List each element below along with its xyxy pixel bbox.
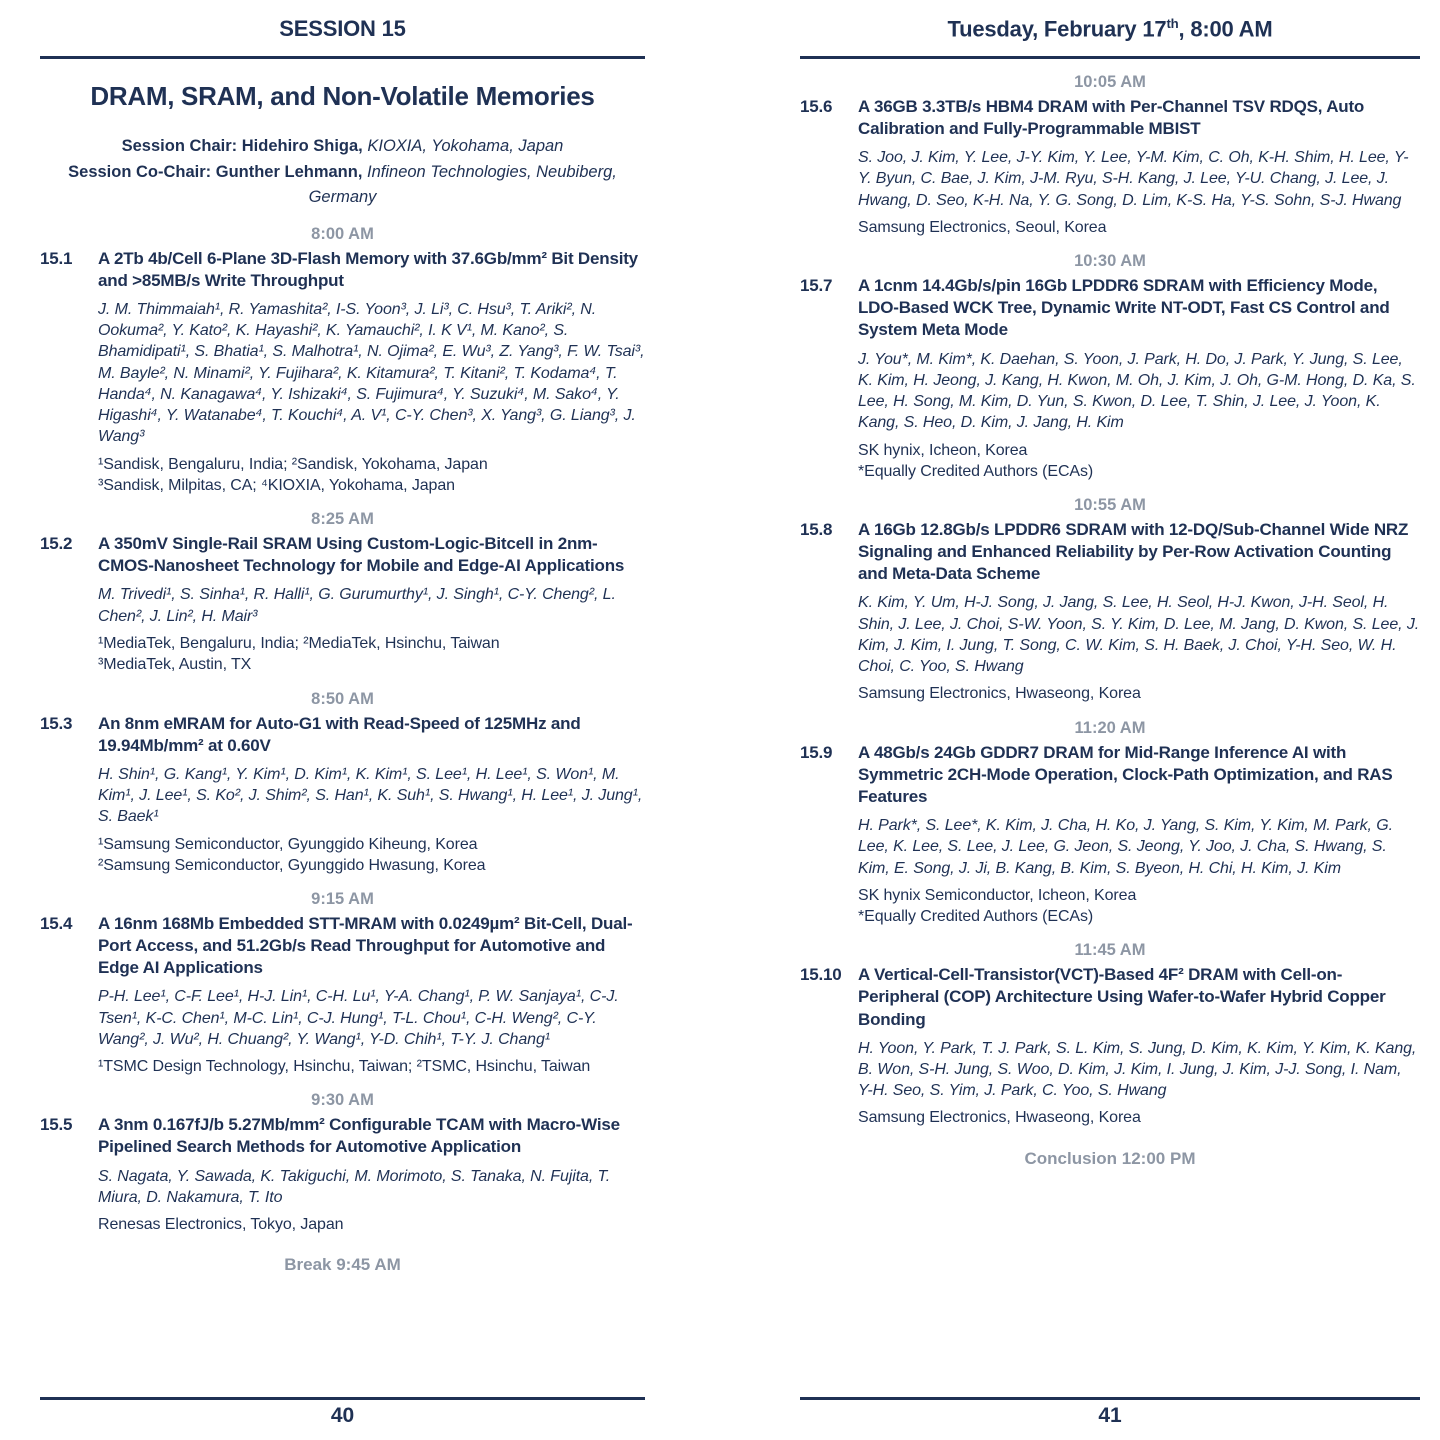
talk-time: 8:25 AM bbox=[311, 510, 374, 529]
affiliation-line: *Equally Credited Authors (ECAs) bbox=[858, 908, 1094, 926]
left-header-rule bbox=[40, 56, 645, 59]
talk-title: An 8nm eMRAM for Auto-G1 with Read-Speed of 125MHz and 19.94Mb/mm² at 0.60V bbox=[98, 713, 581, 755]
session-title: DRAM, SRAM, and Non-Volatile Memories bbox=[90, 81, 595, 111]
talk-body bbox=[858, 519, 1420, 705]
talk-affiliations bbox=[858, 440, 1420, 483]
talk-item bbox=[800, 496, 1420, 705]
talk-row bbox=[40, 713, 645, 877]
talk-item bbox=[40, 690, 645, 877]
talk-time: 8:50 AM bbox=[311, 689, 374, 708]
talk-number: 15.8 bbox=[800, 520, 833, 540]
talk-body bbox=[98, 533, 645, 675]
left-footer-rule bbox=[40, 1397, 645, 1400]
talk-authors: K. Kim, Y. Um, H-J. Song, J. Jang, S. Lee, H. Seol, H-J. Kwon, J-H. Seol, H. Shin, J. Lee, J. Choi, S-W. Yoon, S. Y. Kim, D. Lee, M. Jang, D. Kwon, S. Lee, J. Kim, J. Kim, I. Jung, T. Song, C. W. Kim, S. H. Baek, J. Choi, Y-H. Seo, W. H. Choi, C. Yoo, S. Hwang bbox=[858, 594, 1420, 676]
talk-affiliations bbox=[858, 1107, 1420, 1128]
talk-time: 9:30 AM bbox=[311, 1091, 374, 1110]
talk-item bbox=[800, 719, 1420, 928]
chair-affiliation: KIOXIA, Yokohama, Japan bbox=[367, 137, 564, 155]
talk-number: 15.5 bbox=[40, 1115, 73, 1135]
affiliation-line: Renesas Electronics, Tokyo, Japan bbox=[98, 1216, 344, 1234]
talk-row bbox=[800, 742, 1420, 928]
talk-row bbox=[40, 248, 645, 497]
talk-number: 15.7 bbox=[800, 276, 833, 296]
chair-line bbox=[40, 134, 645, 160]
co-chair-label: Session Co-Chair: Gunther Lehmann, bbox=[68, 162, 363, 181]
talk-body bbox=[858, 275, 1420, 482]
talk-row bbox=[40, 1114, 645, 1235]
talk-item bbox=[40, 1091, 645, 1235]
talk-number: 15.3 bbox=[40, 713, 73, 733]
talk-number: 15.1 bbox=[40, 248, 73, 268]
talk-body bbox=[98, 913, 645, 1077]
talk-number: 15.10 bbox=[800, 965, 842, 985]
talk-authors: P-H. Lee¹, C-F. Lee¹, H-J. Lin¹, C-H. Lu¹, Y-A. Chang¹, P. W. Sanjaya¹, C-J. Tsen¹, K-C. Chen¹, M-C. Lin¹, C-J. Hung¹, T-L. Chou¹, C-H. Weng², C-Y. Wang², J. Wu², H. Chuang², Y. Wang¹, Y-D. Chih¹, T-Y. J. Chang¹ bbox=[98, 988, 619, 1048]
talk-authors: S. Nagata, Y. Sawada, K. Takiguchi, M. Morimoto, S. Tanaka, N. Fujita, T. Miura, D. Nakamura, T. Ito bbox=[98, 1167, 611, 1206]
co-chair-affiliation: Infineon Technologies, Neubiberg, Germany bbox=[308, 162, 617, 207]
date-suffix: , 8:00 AM bbox=[1178, 16, 1273, 42]
affiliation-line: *Equally Credited Authors (ECAs) bbox=[858, 462, 1094, 480]
talk-title: A 3nm 0.167fJ/b 5.27Mb/mm² Configurable TCAM with Macro-Wise Pipelined Search Methods for Automotive Application bbox=[98, 1115, 620, 1157]
talk-row bbox=[800, 275, 1420, 482]
talk-authors: J. M. Thimmaiah¹, R. Yamashita², I-S. Yoon³, J. Li³, C. Hsu³, T. Ariki², N. Ookuma², Y. Kato², K. Hayashi², K. Yamauchi², I. K V¹, M. Kano², S. Bhamidipati¹, S. Bhatia¹, S. Malhotra¹, N. Ojima², E. Wu³, Z. Yang³, F. W. Tsai³, M. Bayle², N. Minami², Y. Fujihara², K. Kitamura², T. Kitani², T. Kodama⁴, T. Handa⁴, N. Kanagawa⁴, Y. Ishizaki⁴, S. Fujimura⁴, Y. Suzuki⁴, M. Sako⁴, Y. Higashi⁴, Y. Watanabe⁴, T. Kouchi⁴, A. V¹, C-Y. Chen³, X. Yang³, G. Liang³, J. Wang³ bbox=[98, 300, 645, 446]
talk-affiliations bbox=[98, 1214, 645, 1235]
talk-title: A 16nm 168Mb Embedded STT-MRAM with 0.0249µm² Bit-Cell, Dual-Port Access, and 51.2Gb/s Read Throughput for Automotive and Edge AI Applications bbox=[98, 914, 633, 978]
talk-authors: S. Joo, J. Kim, Y. Lee, J-Y. Kim, Y. Lee, Y-M. Kim, C. Oh, K-H. Shim, H. Lee, Y-Y. Byun, C. Bae, J. Kim, J-M. Ryu, S-H. Kang, J. Lee, Y-U. Chang, J. Lee, J. Hwang, D. Seo, K-H. Na, Y. G. Song, D. Lim, K-S. Ha, Y-S. Sohn, S-J. Hwang bbox=[858, 149, 1409, 209]
talk-affiliations bbox=[98, 633, 645, 676]
affiliation-line: SK hynix, Icheon, Korea bbox=[858, 441, 1028, 459]
talk-body bbox=[98, 248, 645, 497]
date-heading bbox=[800, 0, 1420, 50]
talk-row bbox=[40, 913, 645, 1077]
talk-affiliations bbox=[98, 834, 645, 877]
left-talk-list bbox=[40, 225, 645, 1236]
left-page-header bbox=[40, 0, 645, 211]
co-chair-line bbox=[40, 160, 645, 211]
talk-row bbox=[800, 96, 1420, 238]
right-page-footer bbox=[800, 1391, 1420, 1428]
affiliation-line: ¹TSMC Design Technology, Hsinchu, Taiwan; ²TSMC, Hsinchu, Taiwan bbox=[98, 1058, 591, 1076]
talk-time: 10:55 AM bbox=[1074, 496, 1146, 515]
left-page-footer bbox=[40, 1391, 645, 1428]
talk-affiliations bbox=[98, 454, 645, 497]
affiliation-line: ²Samsung Semiconductor, Gyunggido Hwasung, Korea bbox=[98, 856, 486, 874]
talk-time: 11:20 AM bbox=[1074, 718, 1146, 737]
talk-title: A 16Gb 12.8Gb/s LPDDR6 SDRAM with 12-DQ/Sub-Channel Wide NRZ Signaling and Enhanced Reliability by Per-Row Activation Counting and Meta-Data Scheme bbox=[858, 520, 1409, 584]
talk-time: 11:45 AM bbox=[1074, 941, 1146, 960]
talk-body bbox=[98, 713, 645, 877]
affiliation-line: ³MediaTek, Austin, TX bbox=[98, 656, 252, 674]
talk-authors: J. You*, M. Kim*, K. Daehan, S. Yoon, J. Park, H. Do, J. Park, Y. Jung, S. Lee, K. Kim, H. Jeong, J. Kang, H. Kwon, M. Oh, J. Kim, J. Oh, G-M. Hong, D. Ka, S. Lee, H. Song, M. Kim, D. Yun, S. Kwon, D. Lee, T. Shin, J. Lee, J. Yoon, K. Kang, S. Heo, D. Kim, J. Jang, H. Kim bbox=[858, 350, 1416, 432]
talk-title: A 48Gb/s 24Gb GDDR7 DRAM for Mid-Range Inference AI with Symmetric 2CH-Mode Operation, Clock-Path Optimization, and RAS Features bbox=[858, 742, 1393, 806]
talk-item bbox=[800, 73, 1420, 238]
conclusion-note: Conclusion 12:00 PM bbox=[1024, 1148, 1196, 1168]
talk-row bbox=[800, 519, 1420, 705]
talk-item bbox=[40, 510, 645, 675]
talk-body bbox=[858, 96, 1420, 238]
session-chairs bbox=[40, 134, 645, 211]
talk-affiliations bbox=[98, 1056, 645, 1077]
affiliation-line: Samsung Electronics, Seoul, Korea bbox=[858, 218, 1107, 236]
talk-time: 8:00 AM bbox=[311, 224, 374, 243]
affiliation-line: ³Sandisk, Milpitas, CA; ⁴KIOXIA, Yokohama, Japan bbox=[98, 477, 455, 494]
talk-affiliations bbox=[858, 217, 1420, 238]
date-prefix: Tuesday, February 17 bbox=[947, 16, 1167, 42]
talk-time: 10:05 AM bbox=[1074, 73, 1146, 91]
right-page-header bbox=[800, 0, 1420, 59]
talk-body bbox=[858, 964, 1420, 1128]
affiliation-line: Samsung Electronics, Hwaseong, Korea bbox=[858, 685, 1141, 703]
talk-body bbox=[858, 742, 1420, 928]
talk-title: A 2Tb 4b/Cell 6-Plane 3D-Flash Memory with 37.6Gb/mm² Bit Density and >85MB/s Write Throughput bbox=[98, 248, 638, 290]
talk-row bbox=[40, 533, 645, 675]
talk-item bbox=[800, 941, 1420, 1128]
talk-authors: M. Trivedi¹, S. Sinha¹, R. Halli¹, G. Gurumurthy¹, J. Singh¹, C-Y. Cheng², L. Chen², J. Lin², H. Mair³ bbox=[98, 586, 616, 625]
talk-time: 10:30 AM bbox=[1074, 252, 1146, 271]
left-page bbox=[40, 0, 645, 1440]
left-page-number: 40 bbox=[330, 1404, 355, 1427]
talk-authors: H. Park*, S. Lee*, K. Kim, J. Cha, H. Ko, J. Yang, S. Kim, Y. Kim, M. Park, G. Lee, K. Lee, S. Lee, J. Lee, G. Jeon, S. Jeong, Y. Joo, J. Cha, S. Hwang, S. Kim, E. Song, J. Ji, B. Kang, B. Kim, S. Byeon, H. Chi, H. Kim, J. Kim bbox=[858, 817, 1393, 877]
talk-number: 15.9 bbox=[800, 742, 833, 762]
affiliation-line: Samsung Electronics, Hwaseong, Korea bbox=[858, 1109, 1141, 1127]
chair-label: Session Chair: Hidehiro Shiga, bbox=[121, 137, 363, 155]
talk-authors: H. Yoon, Y. Park, T. J. Park, S. L. Kim, S. Jung, D. Kim, K. Kim, Y. Kim, K. Kang, B. Won, S-H. Jung, S. Woo, D. Kim, J. Kim, I. Jung, J. Kim, J-J. Song, I. Nam, Y-H. Seo, S. Yim, J. Park, C. Yoo, S. Hwang bbox=[858, 1039, 1417, 1100]
talk-authors: H. Shin¹, G. Kang¹, Y. Kim¹, D. Kim¹, K. Kim¹, S. Lee¹, H. Lee¹, S. Won¹, M. Kim¹, J. Lee¹, S. Ko², J. Shim², S. Han¹, K. Suh¹, S. Hwang¹, H. Lee¹, J. Jung¹, S. Baek¹ bbox=[98, 765, 643, 826]
talk-row bbox=[800, 964, 1420, 1128]
talk-body bbox=[98, 1114, 645, 1235]
talk-title: A 1cnm 14.4Gb/s/pin 16Gb LPDDR6 SDRAM with Efficiency Mode, LDO-Based WCK Tree, Dynamic Write NT-ODT, Fast CS Control and System Meta Mode bbox=[858, 276, 1390, 340]
right-header-rule bbox=[800, 56, 1420, 59]
talk-item bbox=[800, 252, 1420, 482]
date-superscript: th bbox=[1166, 16, 1179, 31]
talk-title: A 36GB 3.3TB/s HBM4 DRAM with Per-Channel TSV RDQS, Auto Calibration and Fully-Programmable MBIST bbox=[858, 97, 1365, 139]
right-footer-rule bbox=[800, 1397, 1420, 1400]
affiliation-line: SK hynix Semiconductor, Icheon, Korea bbox=[858, 886, 1137, 904]
affiliation-line: ¹Sandisk, Bengaluru, India; ²Sandisk, Yokohama, Japan bbox=[98, 455, 488, 473]
talk-title: A 350mV Single-Rail SRAM Using Custom-Logic-Bitcell in 2nm-CMOS-Nanosheet Technology for Mobile and Edge-AI Applications bbox=[98, 534, 625, 576]
talk-affiliations bbox=[858, 683, 1420, 704]
break-note: Break 9:45 AM bbox=[284, 1255, 401, 1275]
talk-affiliations bbox=[858, 885, 1420, 928]
talk-number: 15.6 bbox=[800, 97, 833, 116]
talk-number: 15.4 bbox=[40, 914, 73, 934]
right-talk-list bbox=[800, 73, 1420, 1129]
right-page-number: 41 bbox=[1098, 1404, 1122, 1427]
affiliation-line: ¹Samsung Semiconductor, Gyunggido Kiheung, Korea bbox=[98, 835, 478, 853]
talk-item bbox=[40, 225, 645, 497]
right-page bbox=[800, 0, 1420, 1440]
talk-title: A Vertical-Cell-Transistor(VCT)-Based 4F² DRAM with Cell-on-Peripheral (COP) Architecture Using Wafer-to-Wafer Hybrid Copper Bonding bbox=[858, 965, 1386, 1029]
talk-time: 9:15 AM bbox=[311, 890, 374, 909]
affiliation-line: ¹MediaTek, Bengaluru, India; ²MediaTek, Hsinchu, Taiwan bbox=[98, 634, 500, 652]
session-label: SESSION 15 bbox=[279, 16, 406, 41]
talk-item bbox=[40, 890, 645, 1077]
talk-number: 15.2 bbox=[40, 534, 73, 554]
